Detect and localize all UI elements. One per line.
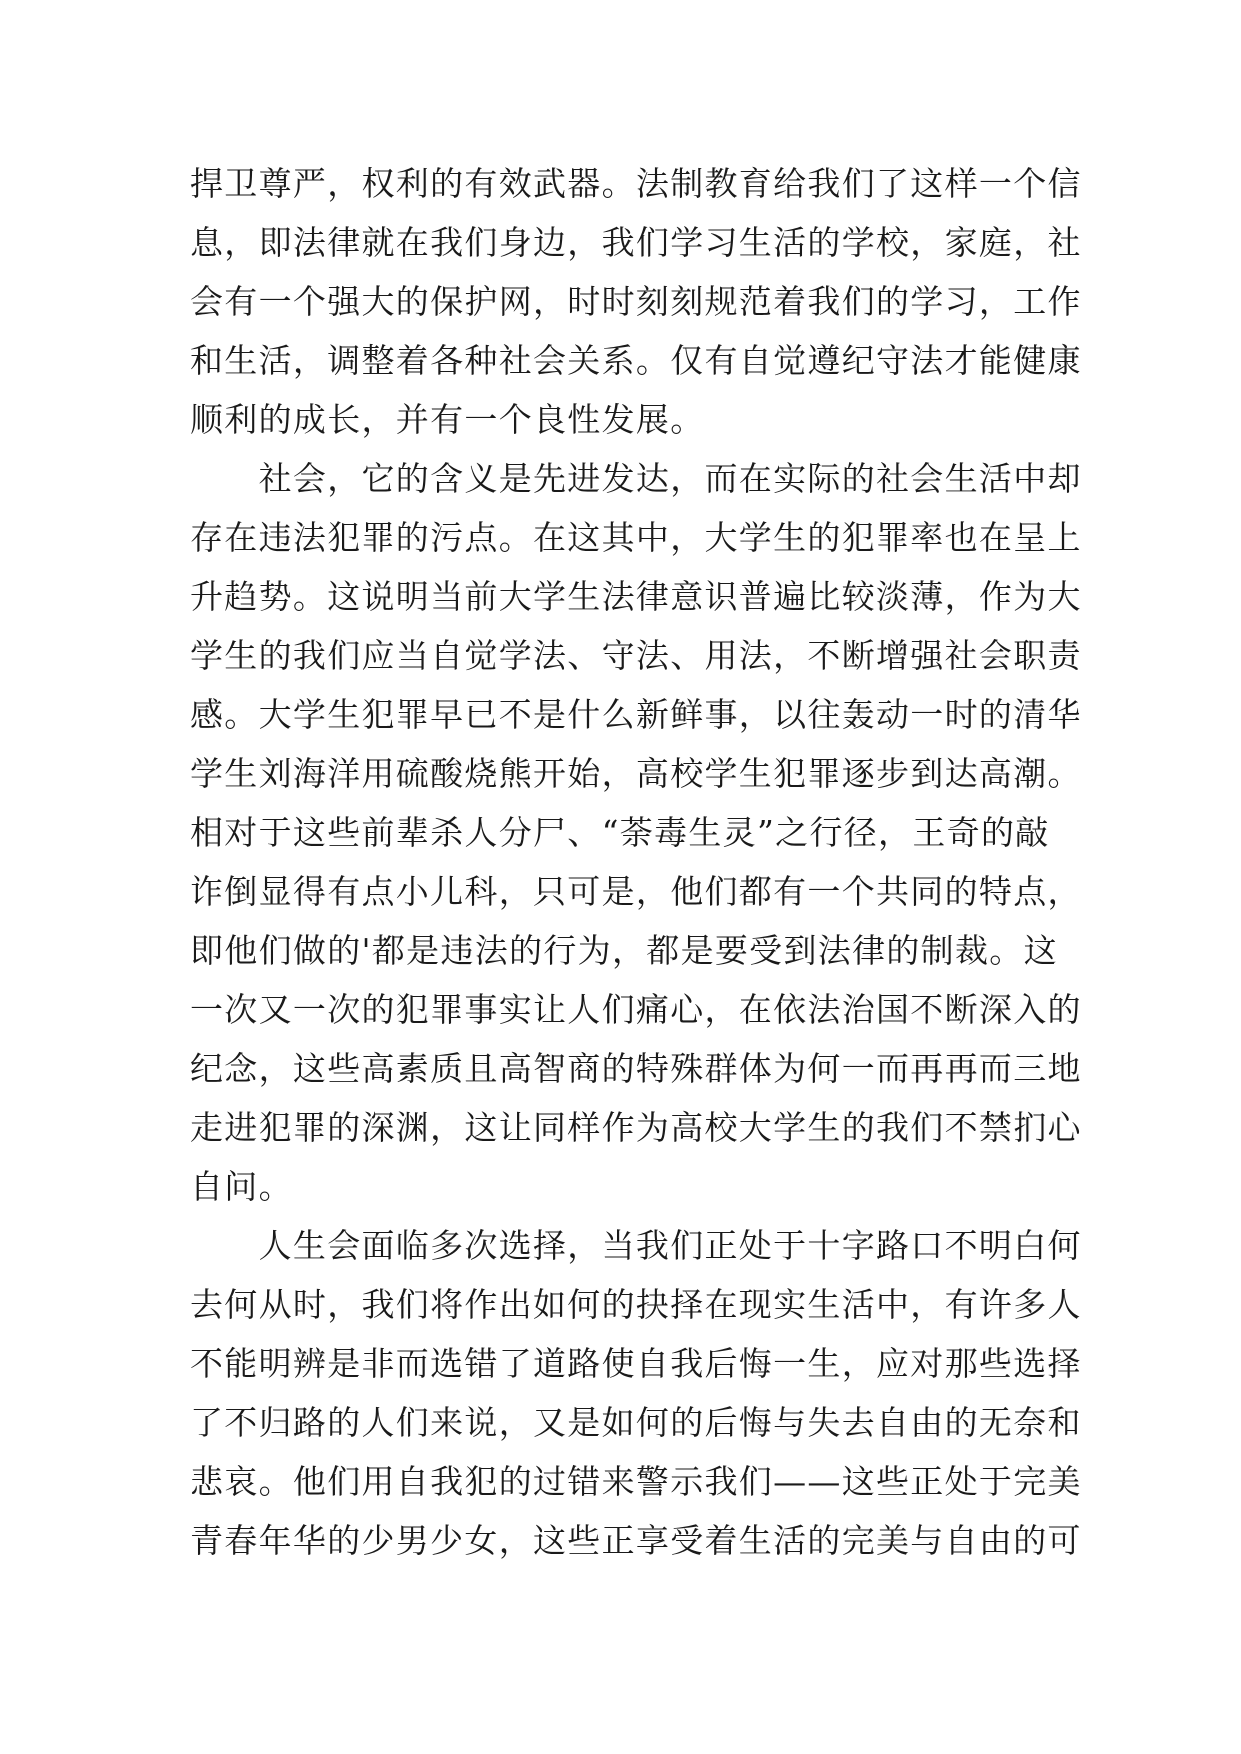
document-body <box>190 154 1082 1570</box>
text-line: 一次又一次的犯罪事实让人们痛心，在依法治国不断深入的 <box>190 990 1082 1029</box>
text-line: 感。大学生犯罪早已不是什么新鲜事，以往轰动一时的清华 <box>190 695 1082 734</box>
text-line: 和生活，调整着各种社会关系。仅有自觉遵纪守法才能健康 <box>190 341 1082 380</box>
text-line: 即他们做的'都是违法的行为，都是要受到法律的制裁。这 <box>190 931 1058 970</box>
text-line: 青春年华的少男少女，这些正享受着生活的完美与自由的可 <box>190 1521 1082 1560</box>
text-line: 走进犯罪的深渊，这让同样作为高校大学生的我们不禁扪心 <box>190 1108 1082 1147</box>
text-line: 升趋势。这说明当前大学生法律意识普遍比较淡薄，作为大 <box>190 577 1082 616</box>
text-line: 去何从时，我们将作出如何的抉择在现实生活中，有许多人 <box>190 1285 1082 1324</box>
text-line: 会有一个强大的保护网，时时刻刻规范着我们的学习，工作 <box>190 282 1082 321</box>
text-line: 捍卫尊严，权利的有效武器。法制教育给我们了这样一个信 <box>190 164 1082 203</box>
text-line: 了不归路的人们来说，又是如何的后悔与失去自由的无奈和 <box>190 1403 1082 1442</box>
text-line: 诈倒显得有点小儿科，只可是，他们都有一个共同的特点， <box>190 872 1082 911</box>
text-line: 顺利的成长，并有一个良性发展。 <box>190 400 705 439</box>
paragraph-3 <box>190 1216 1082 1570</box>
text-line: 存在违法犯罪的污点。在这其中，大学生的犯罪率也在呈上 <box>190 518 1082 557</box>
paragraph-1 <box>190 154 1082 449</box>
text-line: 纪念，这些高素质且高智商的特殊群体为何一而再再而三地 <box>190 1049 1082 1088</box>
text-line: 不能明辨是非而选错了道路使自我后悔一生，应对那些选择 <box>190 1344 1082 1383</box>
text-line: 学生的我们应当自觉学法、守法、用法，不断增强社会职责 <box>190 636 1082 675</box>
text-line: 社会，它的含义是先进发达，而在实际的社会生活中却 <box>190 459 1082 498</box>
paragraph-2 <box>190 449 1082 1216</box>
text-line: 相对于这些前辈杀人分尸、“荼毒生灵”之行径，王奇的敲 <box>190 813 1050 852</box>
text-line: 息，即法律就在我们身边，我们学习生活的学校，家庭，社 <box>190 223 1082 262</box>
text-line: 人生会面临多次选择，当我们正处于十字路口不明白何 <box>190 1226 1082 1265</box>
text-line: 自问。 <box>190 1167 293 1206</box>
text-line: 悲哀。他们用自我犯的过错来警示我们——这些正处于完美 <box>190 1462 1082 1501</box>
text-line: 学生刘海洋用硫酸烧熊开始，高校学生犯罪逐步到达高潮。 <box>190 754 1082 793</box>
